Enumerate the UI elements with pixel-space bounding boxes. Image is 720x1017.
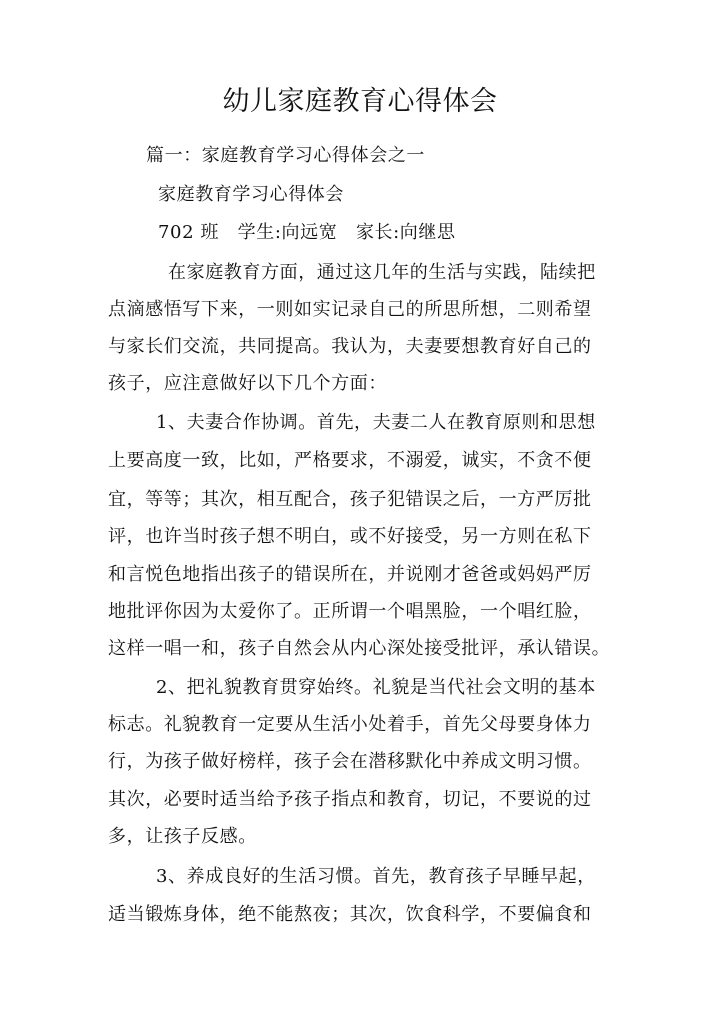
body-text-line: 评，也许当时孩子想不明白，或不好接受，另一方则在私下: [108, 526, 592, 547]
body-text-line: 点滴感悟写下来，一则如实记录自己的所思所想，二则希望: [108, 299, 592, 320]
heading-line: 家庭教育学习心得体会: [158, 184, 344, 205]
body-text-line: 上要高度一致，比如，严格要求，不溺爱，诚实，不贪不便: [108, 450, 592, 471]
body-text-line: 多，让孩子反感。: [108, 826, 257, 847]
body-text-line: 地批评你因为太爱你了。正所谓一个唱黑脸，一个唱红脸，: [108, 601, 592, 622]
body-text-line: 适当锻炼身体，绝不能熬夜；其次，饮食科学，不要偏食和: [108, 904, 592, 925]
body-text-line: 标志。礼貌教育一定要从生活小处着手，首先父母要身体力: [108, 714, 592, 735]
body-text-line: 1、夫妻合作协调。首先，夫妻二人在教育原则和思想: [156, 412, 596, 433]
document-title: 幼儿家庭教育心得体会: [222, 86, 498, 117]
body-text-line: 在家庭教育方面，通过这几年的生活与实践，陆续把: [168, 262, 596, 283]
subtitle-line: 篇一：家庭教育学习心得体会之一: [146, 145, 425, 166]
body-text-line: 其次，必要时适当给予孩子指点和教育，切记，不要说的过: [108, 789, 592, 810]
body-text-line: 这样一唱一和，孩子自然会从内心深处接受批评，承认错误。: [108, 638, 611, 659]
body-text-line: 与家长们交流，共同提高。我认为，夫妻要想教育好自己的: [108, 336, 592, 357]
body-text-line: 3、养成良好的生活习惯。首先，教育孩子早睡早起，: [156, 866, 596, 887]
body-text-line: 宜，等等；其次，相互配合，孩子犯错误之后，一方严厉批: [108, 489, 592, 510]
body-text-line: 孩子，应注意做好以下几个方面：: [108, 373, 387, 394]
body-text-line: 和言悦色地指出孩子的错误所在，并说刚才爸爸或妈妈严厉: [108, 564, 592, 585]
class-info-line: 702 班 学生:向远宽 家长:向继思: [158, 222, 456, 243]
body-text-line: 行，为孩子做好榜样，孩子会在潜移默化中养成文明习惯。: [108, 751, 592, 772]
body-text-line: 2、把礼貌教育贯穿始终。礼貌是当代社会文明的基本: [156, 677, 596, 698]
